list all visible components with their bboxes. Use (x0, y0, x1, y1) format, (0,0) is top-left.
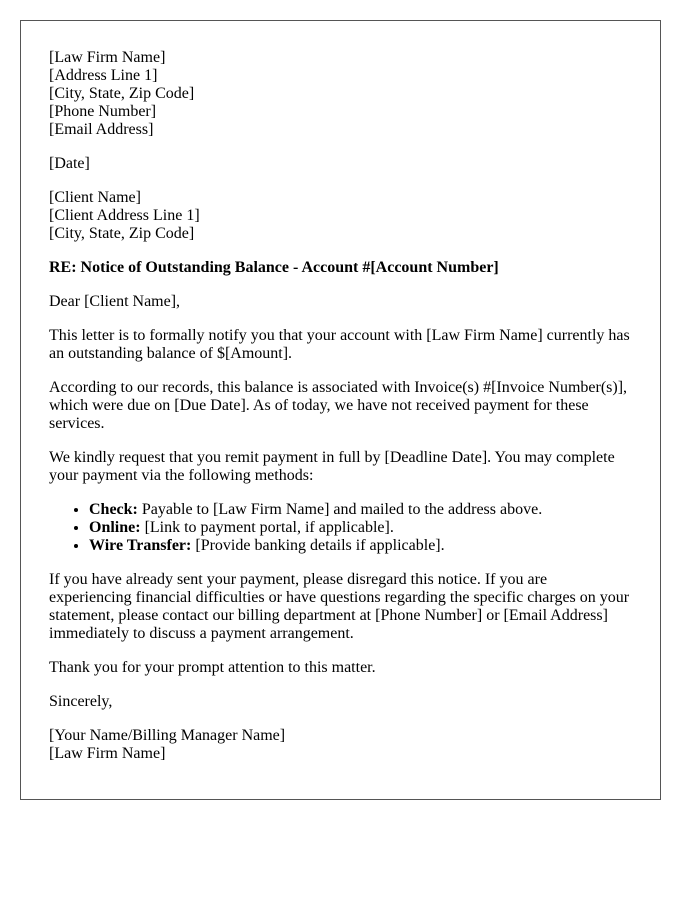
method-label: Check: (89, 501, 138, 518)
payment-methods-list (49, 501, 632, 555)
recipient-block (49, 189, 632, 243)
recipient-address: [Client Address Line 1] (49, 207, 200, 224)
subject-line: RE: Notice of Outstanding Balance - Account #[Account Number] (49, 259, 499, 276)
payment-method-wire (89, 537, 632, 555)
method-label: Online: (89, 519, 141, 536)
sender-block (49, 49, 632, 139)
paragraph-request: We kindly request that you remit payment in full by [Deadline Date]. You may complete your payment via the following methods: (49, 449, 615, 484)
method-text: [Provide banking details if applicable]. (191, 537, 445, 554)
salutation: Dear [Client Name], (49, 293, 181, 310)
payment-method-online (89, 519, 632, 537)
paragraph-invoice: According to our records, this balance is associated with Invoice(s) #[Invoice Number(s)], which were due on [Due Date]. As of today, we have not received payment for these services. (49, 379, 628, 432)
signoff: Sincerely, (49, 693, 113, 710)
sender-address: [Address Line 1] (49, 67, 158, 84)
recipient-name: [Client Name] (49, 189, 141, 206)
letter (20, 20, 661, 800)
sender-city: [City, State, Zip Code] (49, 85, 195, 102)
method-text: [Link to payment portal, if applicable]. (140, 519, 394, 536)
letter-date: [Date] (49, 155, 90, 172)
signature-block (49, 727, 632, 763)
signature-firm: [Law Firm Name] (49, 745, 166, 762)
sender-email: [Email Address] (49, 121, 154, 138)
method-text: Payable to [Law Firm Name] and mailed to the address above. (137, 501, 543, 518)
method-label: Wire Transfer: (89, 537, 192, 554)
sender-phone: [Phone Number] (49, 103, 157, 120)
payment-method-check (89, 501, 632, 519)
sender-firm-name: [Law Firm Name] (49, 49, 166, 66)
recipient-city: [City, State, Zip Code] (49, 225, 195, 242)
paragraph-notice: This letter is to formally notify you that your account with [Law Firm Name] currently has an outstanding balance of $[Amount]. (49, 327, 630, 362)
paragraph-thanks: Thank you for your prompt attention to this matter. (49, 659, 376, 676)
paragraph-disregard: If you have already sent your payment, please disregard this notice. If you are experiencing financial difficulties or have questions regarding the specific charges on your statement, please contact our billing department at [Phone Number] or [Email Address] immediately to discuss a payment arrangement. (49, 571, 630, 642)
signature-name: [Your Name/Billing Manager Name] (49, 727, 286, 744)
